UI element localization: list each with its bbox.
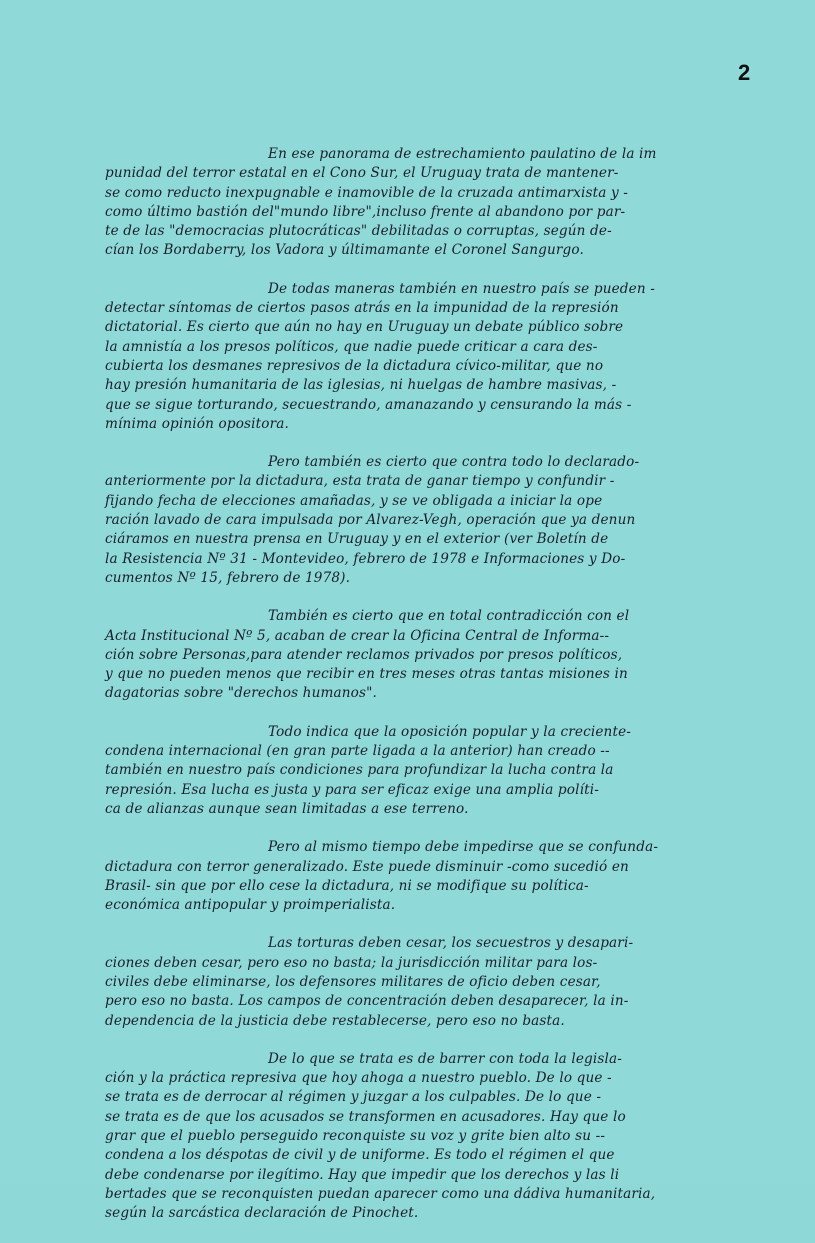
text-line: De lo que se trata es de barrer con toda la legisla-: [268, 1050, 622, 1067]
text-line: dagatorias sobre "derechos humanos".: [105, 685, 378, 702]
text-line: Pero también es cierto que contra todo lo declarado-: [268, 454, 640, 471]
page-number: 2: [738, 60, 751, 85]
text-line: ciáramos en nuestra prensa en Uruguay y en el exterior (ver Boletín de: [105, 531, 609, 548]
paragraph: [105, 1050, 725, 1224]
text-line: mínima opinión opositora.: [105, 415, 289, 432]
text-line: condena internacional (en gran parte ligada a la anterior) han creado --: [105, 743, 610, 760]
text-line: Las torturas deben cesar, los secuestros y desapari-: [268, 935, 634, 952]
paragraph: [105, 145, 725, 261]
paragraph: [105, 723, 725, 819]
text-line: se trata es de que los acusados se transformen en acusadores. Hay que lo: [105, 1108, 626, 1125]
text-line: De todas maneras también en nuestro país se pueden -: [268, 280, 655, 297]
text-line: anteriormente por la dictadura, esta trata de ganar tiempo y confundir -: [105, 473, 615, 490]
text-line: dependencia de la justicia debe restablecerse, pero eso no basta.: [105, 1012, 565, 1029]
paragraph: [105, 280, 725, 434]
text-line: pero eso no basta. Los campos de concentración deben desaparecer, la in-: [105, 993, 629, 1010]
text-line: ración lavado de cara impulsada por Alvarez-Vegh, operación que ya denun: [105, 512, 636, 529]
text-line: fijando fecha de elecciones amañadas, y se ve obligada a iniciar la ope: [105, 492, 603, 509]
text-line: También es cierto que en total contradicción con el: [268, 608, 630, 625]
text-line: hay presión humanitaria de las iglesias, ni huelgas de hambre masivas, -: [105, 377, 617, 394]
text-line: que se sigue torturando, secuestrando, amanazando y censurando la más -: [105, 396, 632, 413]
text-line: Todo indica que la oposición popular y la creciente-: [268, 723, 632, 740]
text-line: ciones deben cesar, pero eso no basta; la jurisdicción militar para los-: [105, 954, 598, 971]
text-line: cubierta los desmanes represivos de la dictadura cívico-militar, que no: [105, 357, 604, 374]
text-line: Acta Institucional Nº 5, acaban de crear la Oficina Central de Informa--: [105, 627, 610, 644]
text-line: ción sobre Personas,para atender reclamos privados por presos políticos,: [105, 646, 623, 663]
text-line: Brasil- sin que por ello cese la dictadura, ni se modifique su política-: [105, 877, 589, 894]
text-line: se como reducto inexpugnable e inamovible de la cruzada antimarxista y -: [105, 184, 628, 201]
paragraph: [105, 934, 725, 1030]
text-line: En ese panorama de estrechamiento paulatino de la im: [268, 146, 657, 162]
text-line: como último bastión del"mundo libre",incluso frente al abandono por par-: [105, 203, 626, 220]
text-line: se trata es de derrocar al régimen y juzgar a los culpables. De lo que -: [105, 1089, 602, 1106]
paragraph: [105, 838, 725, 915]
text-line: cían los Bordaberry, los Vadora y últimamante el Coronel Sangurgo.: [105, 242, 584, 259]
text-line: condena a los déspotas de civil y de uniforme. Es todo el régimen el que: [105, 1147, 615, 1164]
text-line: dictatorial. Es cierto que aún no hay en Uruguay un debate público sobre: [105, 319, 624, 336]
text-line: cumentos Nº 15, febrero de 1978).: [105, 569, 351, 586]
text-line: civiles debe eliminarse, los defensores militares de oficio deben cesar,: [105, 973, 601, 990]
document-body: [105, 145, 725, 1243]
text-line: te de las "democracias plutocráticas" debilitadas o corruptas, según de-: [105, 223, 612, 240]
text-line: ción y la práctica represiva que hoy ahoga a nuestro pueblo. De lo que -: [105, 1070, 612, 1087]
text-line: también en nuestro país condiciones para profundizar la lucha contra la: [105, 762, 614, 779]
text-line: represión. Esa lucha es justa y para ser eficaz exige una amplia políti-: [105, 781, 599, 798]
text-line: la Resistencia Nº 31 - Montevideo, febrero de 1978 e Informaciones y Do-: [105, 550, 626, 567]
text-line: según la sarcástica declaración de Pinochet.: [105, 1205, 419, 1222]
text-line: dictadura con terror generalizado. Este puede disminuir -como sucedió en: [105, 858, 629, 875]
text-line: debe condenarse por ilegítimo. Hay que impedir que los derechos y las li: [105, 1166, 620, 1183]
text-line: detectar síntomas de ciertos pasos atrás en la impunidad de la represión: [105, 300, 619, 317]
text-line: la amnistía a los presos políticos, que nadie puede criticar a cara des-: [105, 338, 598, 355]
paragraph: [105, 453, 725, 588]
paragraph: [105, 607, 725, 703]
text-line: grar que el pueblo perseguido reconquiste su voz y grite bien alto su --: [105, 1128, 606, 1145]
text-line: y que no pueden menos que recibir en tres meses otras tantas misiones in: [105, 666, 628, 683]
text-line: económica antipopular y proimperialista.: [105, 897, 396, 914]
text-line: Pero al mismo tiempo debe impedirse que se confunda-: [268, 839, 659, 856]
text-line: punidad del terror estatal en el Cono Sur, el Uruguay trata de mantener-: [105, 165, 619, 182]
text-line: ca de alianzas aunque sean limitadas a ese terreno.: [105, 800, 469, 817]
text-line: bertades que se reconquisten puedan aparecer como una dádiva humanitaria,: [105, 1185, 656, 1202]
